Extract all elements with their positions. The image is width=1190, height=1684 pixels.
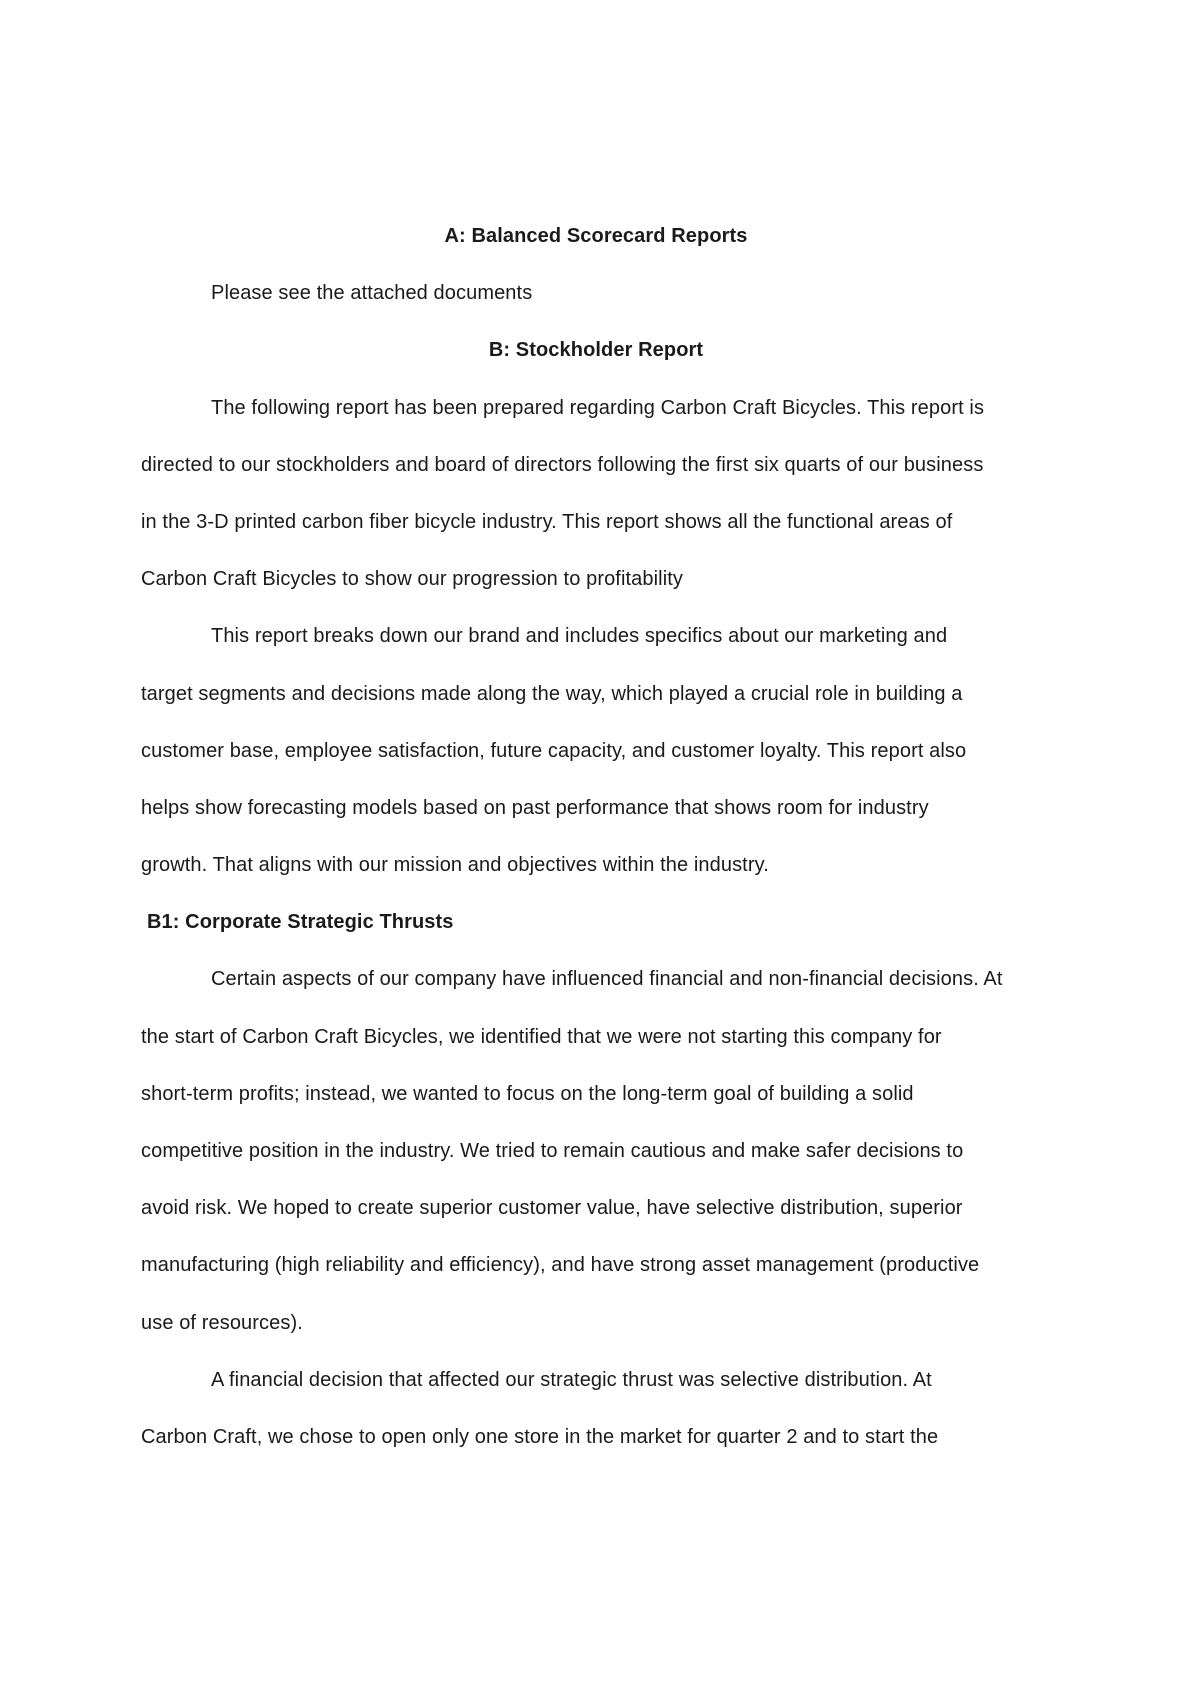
paragraph-line: Certain aspects of our company have influenced financial and non-financial decisions. At (211, 968, 1003, 991)
paragraph-line: This report breaks down our brand and includes specifics about our marketing and (211, 625, 948, 648)
paragraph-line: avoid risk. We hoped to create superior customer value, have selective distribution, superior (141, 1197, 963, 1220)
paragraph-line: customer base, employee satisfaction, future capacity, and customer loyalty. This report also (141, 739, 967, 762)
paragraph-line: manufacturing (high reliability and efficiency), and have strong asset management (productive (141, 1254, 980, 1277)
paragraph-line: directed to our stockholders and board of directors following the first six quarts of our business (141, 453, 984, 476)
heading-corporate-strategic-thrusts: B1: Corporate Strategic Thrusts (147, 911, 454, 934)
paragraph-line: Carbon Craft, we chose to open only one store in the market for quarter 2 and to start the (141, 1425, 939, 1448)
paragraph-line: growth. That aligns with our mission and objectives within the industry. (141, 854, 769, 877)
paragraph-report-intro (141, 380, 1051, 609)
paragraph-line: the start of Carbon Craft Bicycles, we identified that we were not starting this company for (141, 1025, 942, 1048)
paragraph-line: A financial decision that affected our strategic thrust was selective distribution. At (211, 1368, 932, 1391)
paragraph-financial-decision (141, 1352, 1051, 1466)
paragraph-brand-breakdown (141, 608, 1051, 894)
paragraph-attached-documents: Please see the attached documents (211, 282, 533, 305)
paragraph-line: Carbon Craft Bicycles to show our progression to profitability (141, 568, 683, 591)
paragraph-line: competitive position in the industry. We tried to remain cautious and make safer decisions to (141, 1140, 964, 1162)
paragraph-strategic-aspects (141, 951, 1051, 1351)
paragraph-line: helps show forecasting models based on past performance that shows room for industry (141, 796, 929, 819)
paragraph-line: target segments and decisions made along the way, which played a crucial role in building a (141, 682, 963, 705)
document-body (141, 208, 1051, 1466)
heading-stockholder-report: B: Stockholder Report (488, 339, 704, 362)
paragraph-line: The following report has been prepared regarding Carbon Craft Bicycles. This report is (211, 396, 985, 419)
paragraph-line: in the 3-D printed carbon fiber bicycle industry. This report shows all the functional areas of (141, 510, 953, 533)
heading-balanced-scorecard: A: Balanced Scorecard Reports (444, 225, 748, 247)
paragraph-line: short-term profits; instead, we wanted to focus on the long-term goal of building a solid (141, 1082, 914, 1105)
paragraph-line: use of resources). (141, 1311, 303, 1334)
